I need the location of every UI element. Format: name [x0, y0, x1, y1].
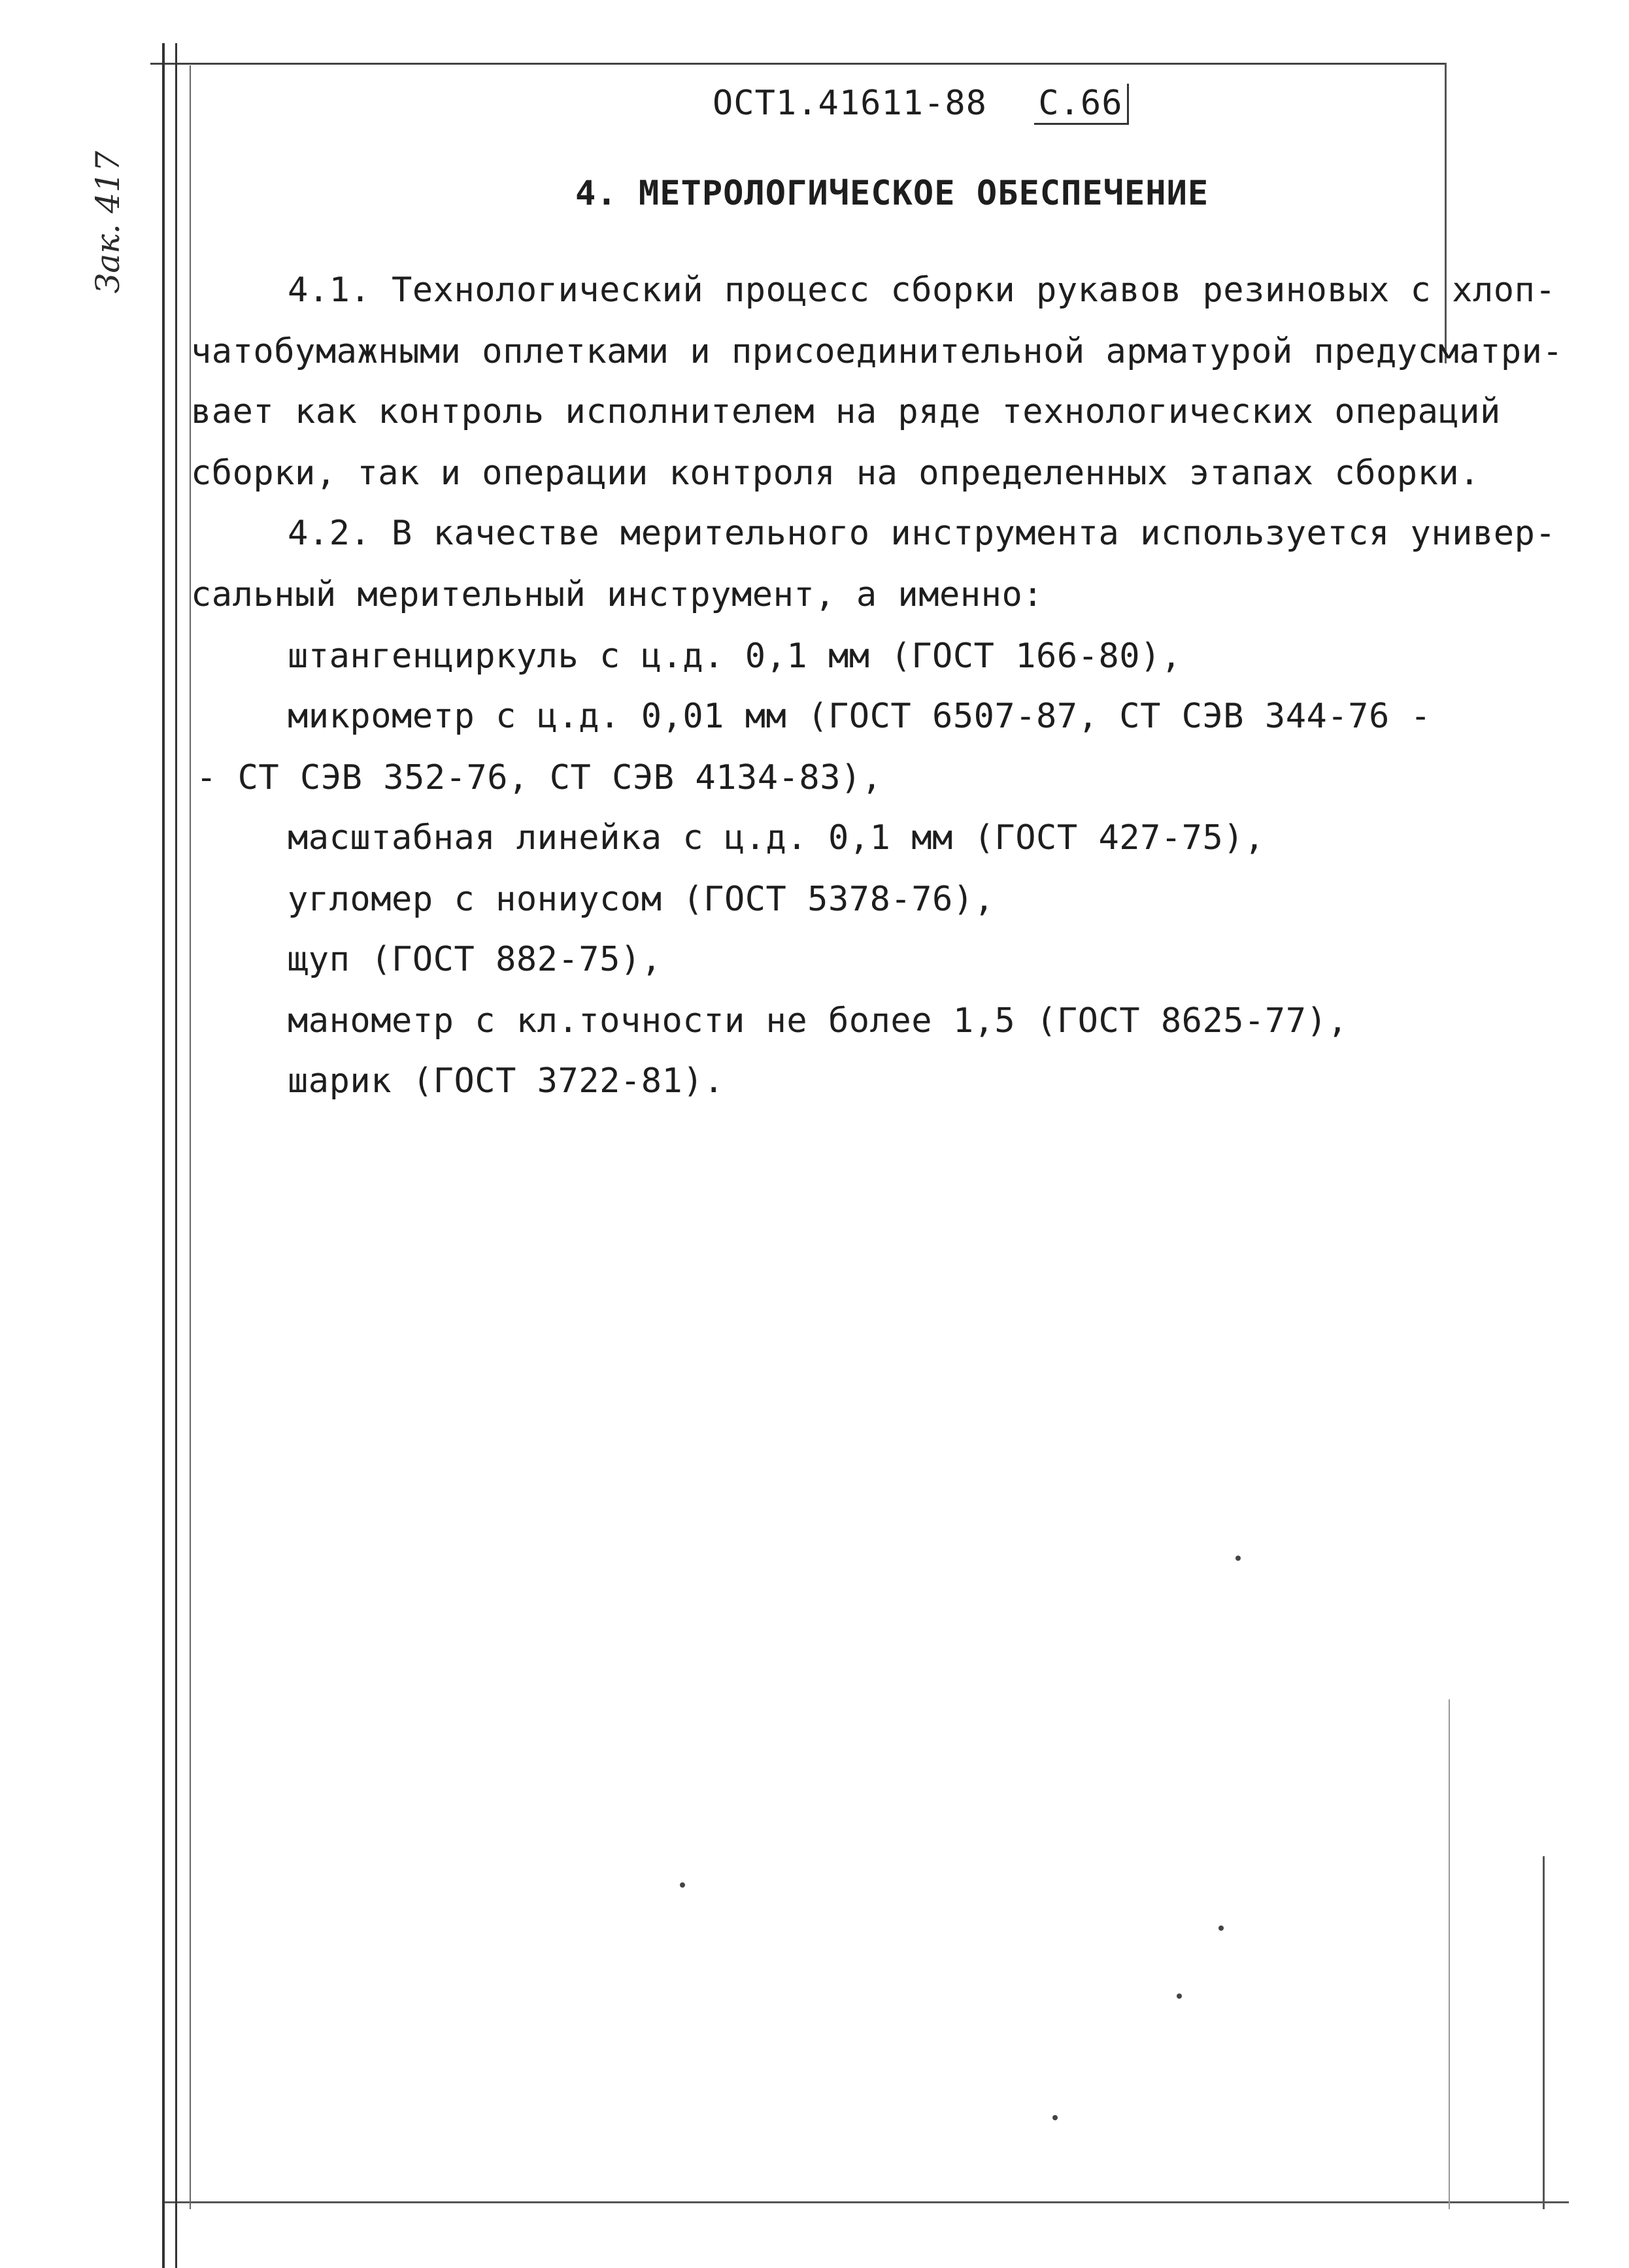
page-number: С.66: [1034, 84, 1128, 125]
scan-speck: [1052, 2115, 1058, 2120]
text-line: вает как контроль исполнителем на ряде технологических операций: [191, 392, 1501, 431]
frame-right-line: [1449, 1699, 1450, 2209]
document-header: [713, 84, 1123, 129]
frame-left-line: [162, 43, 165, 2268]
handwritten-margin-note: Зак. 417: [89, 150, 127, 294]
frame-right-line: [1543, 1856, 1545, 2209]
scan-speck: [1235, 1556, 1241, 1561]
frame-top-line: [150, 63, 1445, 65]
frame-left-line: [175, 43, 177, 2268]
list-item: масштабная линейка с ц.д. 0,1 мм (ГОСТ 427-75),: [288, 818, 1265, 858]
frame-bottom-line: [163, 2201, 1569, 2203]
frame-left-line: [190, 65, 191, 2209]
list-item: манометр с кл.точности не более 1,5 (ГОСТ 8625-77),: [288, 1001, 1349, 1041]
text-line: сальный мерительный инструмент, а именно:: [191, 575, 1044, 614]
section-title: 4. МЕТРОЛОГИЧЕСКОЕ ОБЕСПЕЧЕНИЕ: [575, 174, 1209, 213]
list-item: угломер с нониусом (ГОСТ 5378-76),: [288, 880, 995, 919]
document-code: ОСТ1.41611-88: [713, 84, 987, 123]
scan-speck: [1218, 1926, 1224, 1931]
text-line: сборки, так и операции контроля на определенных этапах сборки.: [191, 454, 1481, 493]
list-item: шарик (ГОСТ 3722-81).: [288, 1061, 724, 1101]
list-item: штангенциркуль с ц.д. 0,1 мм (ГОСТ 166-80),: [288, 637, 1182, 676]
list-item: микрометр с ц.д. 0,01 мм (ГОСТ 6507-87, СТ СЭВ 344-76 -: [288, 697, 1432, 736]
text-line: 4.2. В качестве мерительного инструмента используется универ-: [288, 514, 1556, 553]
list-item-continuation: - СТ СЭВ 352-76, СТ СЭВ 4134-83),: [196, 758, 882, 797]
list-item: щуп (ГОСТ 882-75),: [288, 940, 662, 979]
frame-right-line: [1445, 63, 1447, 363]
text-line: чатобумажными оплетками и присоединительной арматурой предусматри-: [191, 332, 1564, 371]
text-line: 4.1. Технологический процесс сборки рукавов резиновых с хлоп-: [288, 271, 1556, 310]
scan-speck: [1177, 1993, 1182, 1999]
scan-speck: [680, 1882, 685, 1888]
